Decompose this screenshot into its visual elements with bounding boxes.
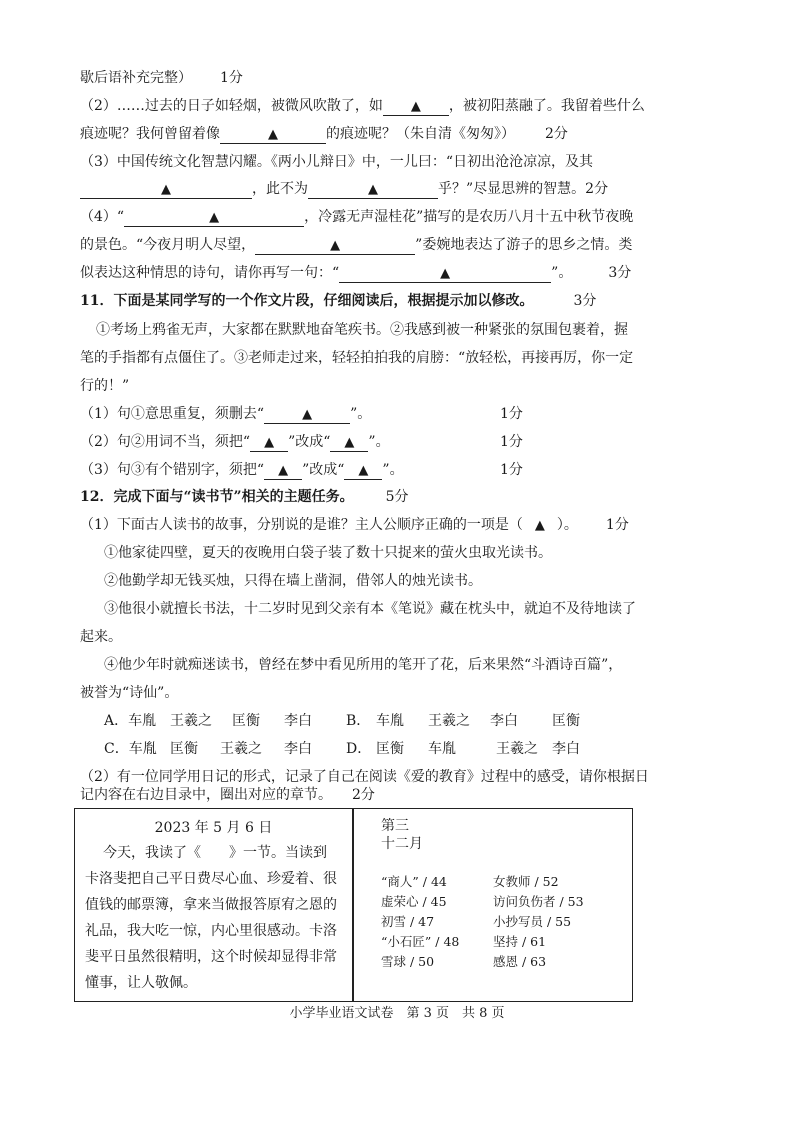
q12-sub1: （1）下面古人读书的故事，分别说的是谁？主人公顺序正确的一项是（ ▲ ）。 1分	[80, 515, 629, 536]
diary-line: 懂事，让人敬佩。	[85, 975, 197, 991]
q10-part4-line3: 似表达这种情思的诗句，请你再写一句：“ ▲ ”。 3分	[80, 265, 632, 281]
option-text: 王羲之	[220, 741, 262, 757]
triangle-icon: ▲	[278, 463, 289, 478]
score: 5分	[385, 489, 409, 505]
page-footer: 小学毕业语文试卷 第 3 页 共 8 页	[289, 1006, 505, 1021]
question-12-title: 12．完成下面与“读书节”相关的主题任务。 5分	[80, 489, 409, 505]
answer-blank[interactable]	[80, 181, 252, 199]
diary-date: 2023 年 5 月 6 日	[154, 820, 273, 836]
passage-line: 行的！”	[80, 378, 130, 394]
q12-sub2-line2: 记内容在右边目录中，圈出对应的章节。 2分	[80, 787, 375, 803]
diary-toc-box	[74, 808, 633, 1002]
score: 2分	[545, 126, 568, 142]
option-text: 李白	[490, 713, 518, 729]
option-text: 匡衡	[376, 741, 404, 757]
diary-line: 卡洛斐把自己平日费尽心血、珍爱着、很	[85, 871, 337, 887]
answer-blank[interactable]	[264, 462, 302, 480]
toc-item[interactable]: 访问负伤者 / 53	[493, 894, 584, 909]
q11-sub1: （1）句①意思重复，须删去“ ▲ ”。 1分	[80, 406, 523, 422]
story-item: ②他勤学却无钱买烛，只得在墙上凿洞，借邻人的烛光读书。	[104, 573, 482, 589]
toc-item[interactable]: 初雪 / 47	[381, 914, 435, 929]
diary-panel	[75, 809, 352, 1001]
q10-part4-line1: （4）“ ▲ ，冷露无声湿桂花”描写的是农历八月十五中秋节夜晚	[80, 209, 634, 225]
triangle-icon: ▲	[330, 238, 341, 253]
answer-blank[interactable]	[250, 434, 288, 452]
answer-blank[interactable]	[330, 434, 368, 452]
option-text: 车胤	[428, 741, 456, 757]
toc-item[interactable]: 女教师 / 52	[493, 874, 559, 889]
toc-heading: 第三	[381, 818, 409, 834]
triangle-icon: ▲	[209, 210, 220, 225]
q11-sub3: （3）句③有个错别字，须把“ ▲ ”改成“ ▲ ”。 1分	[80, 462, 523, 478]
option-text: C．车胤	[104, 741, 157, 757]
story-item: ③他很小就擅长书法，十二岁时见到父亲有本《笔说》藏在枕头中，就迫不及待地读了	[104, 601, 636, 617]
answer-blank[interactable]	[339, 265, 551, 283]
q11-sub2: （2）句②用词不当，须把“ ▲ ”改成“ ▲ ”。 1分	[80, 434, 523, 450]
toc-item[interactable]: “商人” / 44	[381, 874, 447, 889]
option-text: 王羲之	[496, 741, 538, 757]
toc-item[interactable]: “小石匠” / 48	[381, 934, 460, 949]
triangle-icon: ▲	[368, 182, 378, 197]
triangle-icon: ▲	[161, 182, 171, 197]
option-text: 李白	[284, 713, 312, 729]
option-text: 匡衡	[232, 713, 260, 729]
divider	[352, 809, 354, 1001]
score: 1分	[500, 462, 523, 478]
toc-item[interactable]: 感恩 / 63	[493, 954, 547, 969]
toc-item[interactable]: 虚荣心 / 45	[381, 894, 447, 909]
option-text: D．	[346, 741, 372, 757]
q10-part4-line2: 的景色。“今夜月明人尽望， ▲ ”委婉地表达了游子的思乡之情。类	[80, 237, 633, 253]
triangle-icon: ▲	[358, 463, 369, 478]
story-item: ④他少年时就痴迷读书，曾经在梦中看见所用的笔开了花，后来果然“斗酒诗百篇”，	[104, 657, 623, 673]
q12-sub2-line1: （2）有一位同学用日记的形式，记录了自己在阅读《爱的教育》过程中的感受，请你根据日	[80, 769, 649, 785]
table-of-contents	[365, 809, 625, 1001]
passage-line: 笔的手指都有点僵住了。③老师走过来，轻轻拍拍我的肩膀：“放轻松，再接再厉，你一定	[80, 350, 634, 366]
option-text: 匡衡	[552, 713, 580, 729]
triangle-icon: ▲	[344, 435, 355, 450]
answer-blank[interactable]	[255, 237, 415, 255]
answer-blank[interactable]	[308, 181, 438, 199]
passage-line: ①考场上鸦雀无声，大家都在默默地奋笔疾书。②我感到被一种紧张的氛围包裹着，握	[96, 322, 628, 338]
option-text: 李白	[552, 741, 580, 757]
score: 3分	[573, 293, 597, 309]
triangle-icon: ▲	[302, 407, 313, 422]
diary-line: 值钱的邮票簿，拿来当做报答原宥之恩的	[85, 897, 337, 913]
toc-item[interactable]: 雪球 / 50	[381, 954, 435, 969]
option-text: 王羲之	[170, 713, 212, 729]
answer-blank[interactable]	[124, 209, 304, 227]
score: 2分	[585, 181, 609, 197]
option-text: 王羲之	[428, 713, 470, 729]
story-item: ①他家徒四壁，夏天的夜晚用白袋子装了数十只捉来的萤火虫取光读书。	[104, 545, 552, 561]
score: 1分	[605, 517, 629, 533]
score: 1分	[500, 434, 523, 450]
score: 1分	[220, 70, 243, 86]
q10-part3-line1: （3）中国传统文化智慧闪耀。《两小儿辩日》中，一儿曰：“日初出沧沧凉凉，及其	[80, 154, 594, 170]
score: 2分	[352, 787, 375, 803]
option-text: 车胤	[376, 713, 404, 729]
diary-line: 礼品，我大吃一惊，内心里很感动。卡洛	[85, 923, 337, 939]
story-item: 被誉为“诗仙”。	[80, 685, 179, 701]
option-text: 李白	[284, 741, 312, 757]
diary-line: 斐平日虽然很精明，这个时候却显得非常	[85, 949, 337, 965]
toc-item[interactable]: 小抄写员 / 55	[493, 914, 572, 929]
diary-line: 今天，我读了《 》一节。当读到	[103, 845, 327, 861]
answer-blank[interactable]	[383, 98, 449, 116]
answer-blank[interactable]	[264, 406, 350, 424]
story-item: 起来。	[80, 629, 122, 645]
score: 1分	[500, 406, 523, 422]
q10-part1-tail: 歇后语补充完整） 1分	[80, 70, 243, 86]
triangle-icon: ▲	[534, 518, 545, 533]
option-text: A．车胤	[104, 713, 157, 729]
toc-heading: 十二月	[381, 836, 423, 852]
answer-blank[interactable]	[220, 126, 326, 144]
q10-part2-line2: 痕迹呢？我何曾留着像 ▲ 的痕迹呢？（朱自清《匆匆》） 2分	[80, 126, 568, 142]
triangle-icon: ▲	[440, 266, 451, 281]
triangle-icon: ▲	[410, 99, 421, 114]
option-text: 匡衡	[170, 741, 198, 757]
score: 3分	[608, 265, 632, 281]
answer-blank[interactable]	[344, 462, 382, 480]
option-text: B．	[346, 713, 371, 729]
triangle-icon: ▲	[268, 127, 278, 142]
triangle-icon: ▲	[264, 435, 275, 450]
toc-item[interactable]: 坚持 / 61	[493, 934, 547, 949]
q10-part3-line2: ▲ ，此不为 ▲ 乎？”尽显思辨的智慧。2分	[80, 179, 608, 199]
q10-part2-line1: （2）……过去的日子如轻烟，被微风吹散了，如 ▲ ，被初阳蒸融了。我留着些什么	[80, 98, 645, 114]
question-11-title: 11．下面是某同学写的一个作文片段，仔细阅读后，根据提示加以修改。 3分	[80, 293, 597, 309]
